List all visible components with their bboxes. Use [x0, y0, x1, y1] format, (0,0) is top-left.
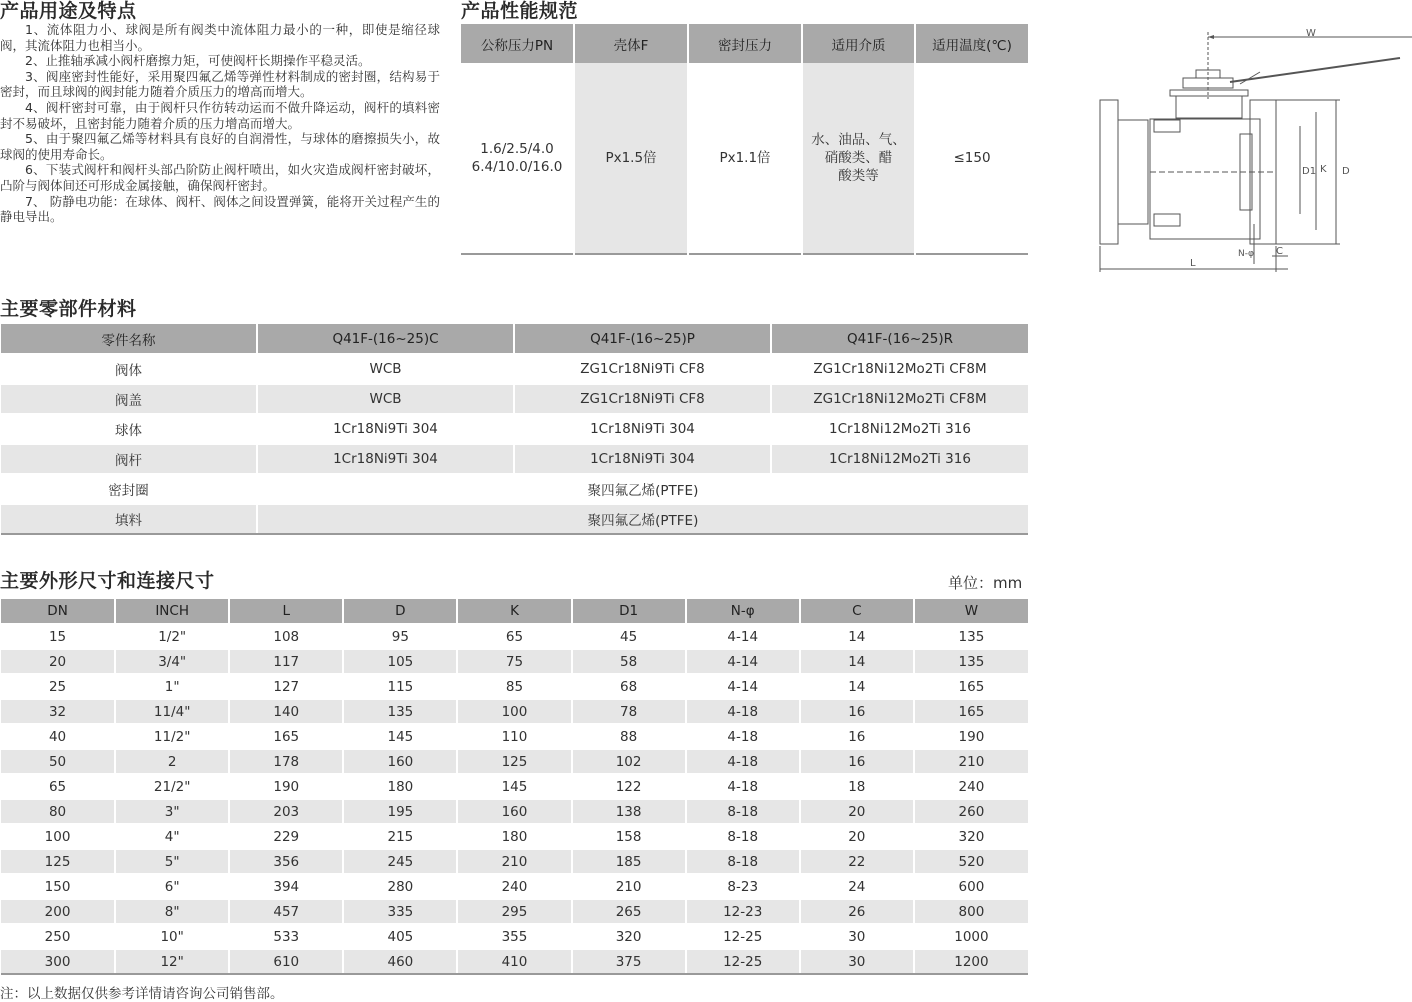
dimensions-cell: 165	[914, 699, 1028, 724]
dimensions-cell: 25	[1, 674, 115, 699]
dimensions-cell: 14	[800, 674, 914, 699]
dimensions-title: 主要外形尺寸和连接尺寸	[0, 570, 215, 592]
usage-paragraph: 2、止推轴承减小阀杆磨擦力矩，可使阀杆长期操作平稳灵活。	[25, 53, 371, 69]
body-outline	[1150, 119, 1260, 239]
dimensions-row	[1, 949, 1028, 974]
materials-cell: 1Cr18Ni9Ti 304	[514, 414, 771, 444]
materials-cell: 阀杆	[1, 444, 257, 474]
dimensions-cell: 229	[229, 824, 343, 849]
dimensions-row	[1, 824, 1028, 849]
dimensions-cell: 4-18	[686, 724, 800, 749]
materials-row	[1, 414, 1028, 444]
dimensions-cell: 20	[800, 824, 914, 849]
dimensions-cell: 190	[229, 774, 343, 799]
dimensions-cell: 178	[229, 749, 343, 774]
dimensions-cell: 200	[1, 899, 115, 924]
dimensions-cell: 117	[229, 649, 343, 674]
dimensions-cell: 335	[343, 899, 457, 924]
dimensions-cell: 140	[229, 699, 343, 724]
dimensions-cell: 30	[800, 924, 914, 949]
dimensions-cell: 135	[343, 699, 457, 724]
label-c: C	[1276, 246, 1283, 257]
dimensions-cell: 300	[1, 949, 115, 974]
materials-cell: 阀体	[1, 354, 257, 384]
dimensions-cell: 20	[800, 799, 914, 824]
materials-cell: 填料	[1, 504, 257, 534]
dimensions-cell: 8-18	[686, 824, 800, 849]
materials-cell: WCB	[257, 384, 514, 414]
dimensions-row	[1, 699, 1028, 724]
dimensions-cell: 12-25	[686, 949, 800, 974]
dimensions-cell: 135	[914, 649, 1028, 674]
dimensions-cell: 394	[229, 874, 343, 899]
dimensions-cell: 4-14	[686, 674, 800, 699]
dimensions-cell: 100	[1, 824, 115, 849]
dimensions-cell: 88	[572, 724, 686, 749]
dimensions-cell: 78	[572, 699, 686, 724]
dimensions-cell: 8-23	[686, 874, 800, 899]
dimensions-cell: 102	[572, 749, 686, 774]
dimensions-cell: 295	[457, 899, 571, 924]
dimensions-cell: 30	[800, 949, 914, 974]
dimensions-cell: 21/2"	[115, 774, 229, 799]
materials-row	[1, 504, 1028, 534]
dimensions-cell: 16	[800, 699, 914, 724]
materials-header-cell: 零件名称	[1, 324, 257, 354]
materials-cell: ZG1Cr18Ni9Ti CF8	[514, 384, 771, 414]
dimensions-cell: 125	[1, 849, 115, 874]
dimensions-cell: 58	[572, 649, 686, 674]
materials-cell: 1Cr18Ni12Mo2Ti 316	[771, 414, 1028, 444]
dimensions-cell: 150	[1, 874, 115, 899]
spec-cell-medium: 水、油品、气、 硝酸类、醋 酸类等	[802, 63, 915, 254]
dimensions-cell: 8"	[115, 899, 229, 924]
dimensions-cell: 2	[115, 749, 229, 774]
dimensions-cell: 600	[914, 874, 1028, 899]
dimensions-row	[1, 749, 1028, 774]
dimensions-cell: 135	[914, 624, 1028, 649]
materials-cell-merged: 聚四氟乙烯(PTFE)	[257, 474, 1028, 504]
dimensions-cell: 215	[343, 824, 457, 849]
dimensions-cell: 80	[1, 799, 115, 824]
materials-cell: ZG1Cr18Ni12Mo2Ti CF8M	[771, 384, 1028, 414]
dimensions-cell: 1"	[115, 674, 229, 699]
dimensions-cell: 125	[457, 749, 571, 774]
materials-title: 主要零部件材料	[0, 298, 137, 320]
dimensions-cell: 1000	[914, 924, 1028, 949]
label-d1: D1	[1302, 166, 1317, 177]
materials-cell: ZG1Cr18Ni9Ti CF8	[514, 354, 771, 384]
dimensions-cell: 4-18	[686, 699, 800, 724]
label-w: W	[1306, 28, 1316, 39]
dimensions-cell: 127	[229, 674, 343, 699]
dimensions-cell: 110	[457, 724, 571, 749]
usage-title: 产品用途及特点	[0, 0, 137, 22]
materials-cell: WCB	[257, 354, 514, 384]
dimensions-cell: 4-14	[686, 649, 800, 674]
dimensions-cell: 22	[800, 849, 914, 874]
dimensions-cell: 40	[1, 724, 115, 749]
materials-cell: ZG1Cr18Ni12Mo2Ti CF8M	[771, 354, 1028, 384]
dimensions-cell: 12"	[115, 949, 229, 974]
dimensions-cell: 280	[343, 874, 457, 899]
dimensions-cell: 3"	[115, 799, 229, 824]
dimensions-cell: 12-25	[686, 924, 800, 949]
spec-cell-seal: Px1.1倍	[688, 63, 802, 254]
dimensions-header-cell: K	[457, 599, 571, 624]
dimensions-cell: 160	[343, 749, 457, 774]
dimensions-cell: 145	[457, 774, 571, 799]
materials-cell: 1Cr18Ni9Ti 304	[257, 414, 514, 444]
dimensions-cell: 26	[800, 899, 914, 924]
dimensions-cell: 138	[572, 799, 686, 824]
dimensions-cell: 65	[1, 774, 115, 799]
dimensions-cell: 180	[343, 774, 457, 799]
dimensions-cell: 65	[457, 624, 571, 649]
dimensions-cell: 610	[229, 949, 343, 974]
dimensions-cell: 210	[914, 749, 1028, 774]
usage-paragraph: 6、下装式阀杆和阀杆头部凸阶防止阀杆喷出，如火灾造成阀杆密封破坏，凸阶与阀体间还可形成金属接触，确保阀杆密封。	[0, 162, 440, 193]
dimensions-cell: 460	[343, 949, 457, 974]
dimensions-cell: 240	[457, 874, 571, 899]
materials-row	[1, 444, 1028, 474]
dimensions-cell: 195	[343, 799, 457, 824]
dimensions-cell: 8-18	[686, 849, 800, 874]
dimensions-cell: 4-18	[686, 774, 800, 799]
usage-paragraph: 3、阀座密封性能好，采用聚四氟乙烯等弹性材料制成的密封圈，结构易于密封，而且球阀的阀封能力随着介质压力的增高而增大。	[0, 68, 440, 100]
dimensions-row	[1, 674, 1028, 699]
spec-table	[461, 24, 1028, 255]
dimensions-cell: 10"	[115, 924, 229, 949]
usage-paragraph: 4、阀杆密封可靠，由于阀杆只作彷转动运而不做升降运动，阀杆的填料密封不易破坏，且密封能力随着介质的压力增高而增大。	[0, 99, 440, 131]
dimensions-cell: 100	[457, 699, 571, 724]
dimensions-cell: 320	[914, 824, 1028, 849]
dimensions-cell: 12-23	[686, 899, 800, 924]
materials-row	[1, 384, 1028, 414]
dimensions-cell: 165	[914, 674, 1028, 699]
materials-cell: 密封圈	[1, 474, 257, 504]
usage-paragraph: 5、由于聚四氟乙烯等材料具有良好的自润滑性，与球体的磨擦损失小，故球阀的使用寿命长。	[0, 131, 440, 162]
dimensions-row	[1, 874, 1028, 899]
dimensions-cell: 320	[572, 924, 686, 949]
materials-table	[1, 324, 1028, 535]
dimensions-cell: 250	[1, 924, 115, 949]
dimensions-cell: 75	[457, 649, 571, 674]
materials-header-cell: Q41F-(16~25)R	[771, 324, 1028, 354]
dimensions-cell: 108	[229, 624, 343, 649]
dimensions-header-cell: W	[914, 599, 1028, 624]
label-l: L	[1190, 258, 1196, 269]
label-d: D	[1342, 166, 1350, 177]
dimensions-cell: 800	[914, 899, 1028, 924]
dimensions-cell: 4-14	[686, 624, 800, 649]
dimensions-cell: 145	[343, 724, 457, 749]
dimensions-cell: 14	[800, 624, 914, 649]
dimensions-cell: 245	[343, 849, 457, 874]
dimensions-cell: 533	[229, 924, 343, 949]
spec-header-cell: 适用介质	[802, 24, 915, 63]
dimensions-cell: 1200	[914, 949, 1028, 974]
dimensions-cell: 18	[800, 774, 914, 799]
dimensions-cell: 5"	[115, 849, 229, 874]
spec-header-cell: 公称压力PN	[461, 24, 574, 63]
materials-cell-merged: 聚四氟乙烯(PTFE)	[257, 504, 1028, 534]
unit-label: 单位：mm	[948, 574, 1023, 592]
spec-header-cell: 壳体F	[574, 24, 688, 63]
dimensions-cell: 122	[572, 774, 686, 799]
dimensions-cell: 8-18	[686, 799, 800, 824]
label-n-phi: N-φ	[1238, 249, 1254, 259]
dimensions-cell: 11/4"	[115, 699, 229, 724]
dimensions-header-cell: DN	[1, 599, 115, 624]
footnote: 注：以上数据仅供参考详情请咨询公司销售部。	[0, 986, 284, 1002]
materials-cell: 阀盖	[1, 384, 257, 414]
materials-cell: 1Cr18Ni9Ti 304	[514, 444, 771, 474]
spec-cell-pressure: 1.6/2.5/4.0 6.4/10.0/16.0	[471, 141, 563, 175]
materials-header-cell: Q41F-(16~25)C	[257, 324, 514, 354]
left-flange	[1100, 100, 1118, 244]
spec-cell-temperature: ≤150	[915, 63, 1028, 254]
spec-row	[461, 63, 1028, 254]
dimensions-header-cell: C	[800, 599, 914, 624]
materials-row	[1, 354, 1028, 384]
dimensions-cell: 180	[457, 824, 571, 849]
spec-cell-shell: Px1.5倍	[574, 63, 688, 254]
dimensions-cell: 210	[572, 874, 686, 899]
dimensions-cell: 16	[800, 724, 914, 749]
dimensions-cell: 11/2"	[115, 724, 229, 749]
spec-header-row	[461, 24, 1028, 63]
materials-cell: 1Cr18Ni12Mo2Ti 316	[771, 444, 1028, 474]
dimensions-cell: 160	[457, 799, 571, 824]
dimensions-row	[1, 924, 1028, 949]
dimensions-cell: 520	[914, 849, 1028, 874]
dimensions-cell: 165	[229, 724, 343, 749]
dimensions-cell: 24	[800, 874, 914, 899]
ball-valve-drawing	[1090, 24, 1412, 274]
dimensions-cell: 50	[1, 749, 115, 774]
dimensions-cell: 16	[800, 749, 914, 774]
dimensions-header-cell: D1	[572, 599, 686, 624]
dimensions-cell: 158	[572, 824, 686, 849]
dimensions-row	[1, 899, 1028, 924]
dimensions-cell: 190	[914, 724, 1028, 749]
materials-header-cell: Q41F-(16~25)P	[514, 324, 771, 354]
usage-paragraph: 7、 防静电功能：在球体、阀杆、阀体之间设置弹簧，能将开关过程产生的静电导出。	[0, 193, 440, 225]
dimensions-cell: 185	[572, 849, 686, 874]
dimensions-cell: 265	[572, 899, 686, 924]
dimensions-cell: 457	[229, 899, 343, 924]
dimensions-cell: 95	[343, 624, 457, 649]
usage-paragraph: 1、流体阻力小、球阀是所有阀类中流体阻力最小的一种，即使是缩径球阀，其流体阻力也相当小。	[0, 22, 440, 53]
label-k: K	[1320, 164, 1327, 175]
dimensions-cell: 85	[457, 674, 571, 699]
dimensions-cell: 45	[572, 624, 686, 649]
spec-title: 产品性能规范	[461, 0, 579, 22]
dimensions-cell: 410	[457, 949, 571, 974]
dimensions-cell: 68	[572, 674, 686, 699]
dimensions-cell: 20	[1, 649, 115, 674]
handle-line	[1230, 58, 1400, 82]
dimensions-row	[1, 649, 1028, 674]
dimensions-cell: 115	[343, 674, 457, 699]
dimensions-cell: 375	[572, 949, 686, 974]
dimensions-header-cell: L	[229, 599, 343, 624]
dimensions-cell: 4-18	[686, 749, 800, 774]
dimensions-cell: 4"	[115, 824, 229, 849]
dimensions-cell: 240	[914, 774, 1028, 799]
dimensions-table	[1, 599, 1028, 975]
dimensions-cell: 14	[800, 649, 914, 674]
dimensions-row	[1, 774, 1028, 799]
dimensions-row	[1, 724, 1028, 749]
dimensions-cell: 105	[343, 649, 457, 674]
dimensions-cell: 355	[457, 924, 571, 949]
dimensions-header-cell: D	[343, 599, 457, 624]
materials-header-row	[1, 324, 1028, 354]
dimensions-cell: 405	[343, 924, 457, 949]
dimensions-cell: 356	[229, 849, 343, 874]
dimensions-row	[1, 799, 1028, 824]
spec-header-cell: 适用温度(℃)	[915, 24, 1028, 63]
dimensions-cell: 203	[229, 799, 343, 824]
dimensions-cell: 210	[457, 849, 571, 874]
materials-row	[1, 474, 1028, 504]
dimensions-header-cell: N-φ	[686, 599, 800, 624]
dimensions-cell: 32	[1, 699, 115, 724]
dimensions-cell: 1/2"	[115, 624, 229, 649]
materials-cell: 1Cr18Ni9Ti 304	[257, 444, 514, 474]
dimensions-cell: 15	[1, 624, 115, 649]
usage-paragraphs	[0, 22, 440, 225]
dimensions-header-row	[1, 599, 1028, 624]
dimensions-row	[1, 849, 1028, 874]
spec-header-cell: 密封压力	[688, 24, 802, 63]
dimensions-header-cell: INCH	[115, 599, 229, 624]
dimensions-cell: 3/4"	[115, 649, 229, 674]
materials-cell: 球体	[1, 414, 257, 444]
dimensions-cell: 260	[914, 799, 1028, 824]
dimensions-row	[1, 624, 1028, 649]
dimensions-cell: 6"	[115, 874, 229, 899]
